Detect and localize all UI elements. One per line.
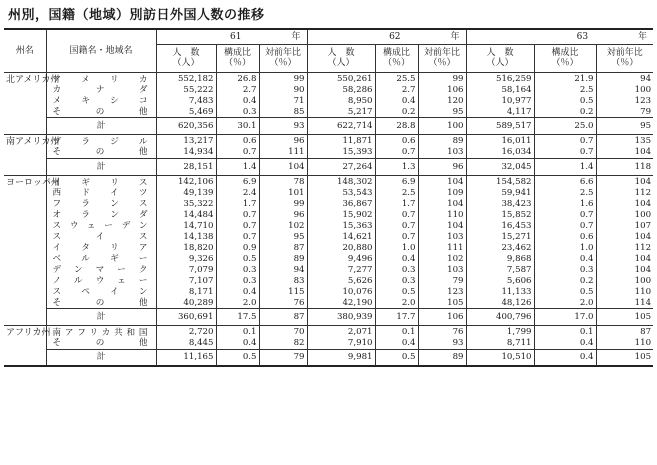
cell-value: 104 <box>418 199 466 210</box>
cell-value: 103 <box>418 265 466 276</box>
cell-value: 7,483 <box>156 96 216 107</box>
cell-value: 14,138 <box>156 232 216 243</box>
total-value: 1.3 <box>375 158 418 175</box>
cell-value: 82 <box>259 338 307 349</box>
cell-value: 11,133 <box>466 287 534 298</box>
country-name: その他 <box>46 107 156 118</box>
cell-value: 58,164 <box>466 85 534 96</box>
cell-value: 0.3 <box>216 265 259 276</box>
cell-value: 0.4 <box>375 338 418 349</box>
cell-value: 2.0 <box>375 298 418 309</box>
country-name: 西ドイツ <box>46 188 156 199</box>
cell-value: 14,621 <box>307 232 375 243</box>
total-value: 380,939 <box>307 309 375 326</box>
cell-value: 15,271 <box>466 232 534 243</box>
total-value: 105 <box>596 349 653 366</box>
header-yoy-62: 対前年比 （％） <box>418 44 466 72</box>
total-label: 計 <box>46 158 156 175</box>
cell-value: 112 <box>596 188 653 199</box>
table-row <box>4 107 653 118</box>
table-row <box>4 326 653 339</box>
cell-value: 7,107 <box>156 276 216 287</box>
cell-value: 110 <box>596 338 653 349</box>
cell-value: 107 <box>596 221 653 232</box>
cell-value: 7,587 <box>466 265 534 276</box>
cell-value: 99 <box>259 199 307 210</box>
cell-value: 0.4 <box>375 254 418 265</box>
header-persons-61: 人 数 （人） <box>156 44 216 72</box>
country-name: 南アフリカ共和国 <box>46 326 156 339</box>
cell-value: 0.4 <box>216 287 259 298</box>
total-row <box>4 349 653 366</box>
cell-value: 14,484 <box>156 210 216 221</box>
cell-value: 0.5 <box>216 254 259 265</box>
cell-value: 112 <box>596 243 653 254</box>
cell-value: 0.7 <box>375 232 418 243</box>
cell-value: 16,034 <box>466 147 534 158</box>
table-row <box>4 254 653 265</box>
table-row <box>4 287 653 298</box>
cell-value: 6.9 <box>375 175 418 188</box>
region-name: 南アメリカ州 <box>4 135 46 176</box>
cell-value: 0.4 <box>375 96 418 107</box>
total-value: 1.4 <box>534 158 596 175</box>
table-row <box>4 85 653 96</box>
total-value: 95 <box>596 118 653 135</box>
cell-value: 0.4 <box>534 338 596 349</box>
cell-value: 104 <box>596 175 653 188</box>
cell-value: 2.5 <box>534 188 596 199</box>
cell-value: 15,393 <box>307 147 375 158</box>
total-label: 計 <box>46 118 156 135</box>
cell-value: 101 <box>259 188 307 199</box>
cell-value: 0.5 <box>375 287 418 298</box>
cell-value: 76 <box>418 326 466 339</box>
total-value: 89 <box>418 349 466 366</box>
cell-value: 552,182 <box>156 72 216 85</box>
total-value: 17.0 <box>534 309 596 326</box>
cell-value: 85 <box>259 107 307 118</box>
cell-value: 26.8 <box>216 72 259 85</box>
cell-value: 59,941 <box>466 188 534 199</box>
total-value: 11,165 <box>156 349 216 366</box>
cell-value: 103 <box>418 232 466 243</box>
cell-value: 10,977 <box>466 96 534 107</box>
cell-value: 15,363 <box>307 221 375 232</box>
table-row <box>4 276 653 287</box>
cell-value: 0.4 <box>216 96 259 107</box>
cell-value: 1.6 <box>534 199 596 210</box>
cell-value: 115 <box>259 287 307 298</box>
cell-value: 87 <box>259 243 307 254</box>
cell-value: 5,626 <box>307 276 375 287</box>
country-name: スイス <box>46 232 156 243</box>
total-value: 17.5 <box>216 309 259 326</box>
cell-value: 123 <box>596 96 653 107</box>
cell-value: 0.7 <box>534 210 596 221</box>
total-value: 30.1 <box>216 118 259 135</box>
cell-value: 0.7 <box>375 147 418 158</box>
cell-value: 100 <box>596 210 653 221</box>
total-value: 28.8 <box>375 118 418 135</box>
cell-value: 79 <box>418 276 466 287</box>
cell-value: 38,423 <box>466 199 534 210</box>
header-persons-63: 人 数 （人） <box>466 44 534 72</box>
cell-value: 0.7 <box>534 147 596 158</box>
cell-value: 0.3 <box>216 276 259 287</box>
cell-value: 6.6 <box>534 175 596 188</box>
cell-value: 70 <box>259 326 307 339</box>
cell-value: 102 <box>418 254 466 265</box>
header-year-61: 61 年 <box>156 29 307 44</box>
cell-value: 102 <box>259 221 307 232</box>
total-row <box>4 309 653 326</box>
cell-value: 99 <box>259 72 307 85</box>
cell-value: 76 <box>259 298 307 309</box>
cell-value: 1.7 <box>375 199 418 210</box>
country-name: アメリカ <box>46 72 156 85</box>
cell-value: 142,106 <box>156 175 216 188</box>
total-value: 79 <box>259 349 307 366</box>
cell-value: 2,071 <box>307 326 375 339</box>
total-value: 25.0 <box>534 118 596 135</box>
cell-value: 83 <box>259 276 307 287</box>
cell-value: 5,469 <box>156 107 216 118</box>
cell-value: 110 <box>596 287 653 298</box>
country-name: イタリア <box>46 243 156 254</box>
country-name: スウェーデン <box>46 221 156 232</box>
region-name: 北アメリカ州 <box>4 72 46 135</box>
total-label: 計 <box>46 309 156 326</box>
cell-value: 104 <box>596 147 653 158</box>
cell-value: 9,496 <box>307 254 375 265</box>
table-row <box>4 232 653 243</box>
cell-value: 2.7 <box>216 85 259 96</box>
total-value: 0.4 <box>534 349 596 366</box>
total-value: 93 <box>259 118 307 135</box>
cell-value: 94 <box>596 72 653 85</box>
table-row <box>4 175 653 188</box>
country-name: イギリス <box>46 175 156 188</box>
cell-value: 1.0 <box>534 243 596 254</box>
cell-value: 23,462 <box>466 243 534 254</box>
cell-value: 15,902 <box>307 210 375 221</box>
cell-value: 0.3 <box>375 276 418 287</box>
cell-value: 89 <box>418 135 466 148</box>
cell-value: 0.2 <box>534 276 596 287</box>
header-yoy-63: 対前年比 （％） <box>596 44 653 72</box>
cell-value: 7,277 <box>307 265 375 276</box>
cell-value: 0.3 <box>216 107 259 118</box>
cell-value: 35,322 <box>156 199 216 210</box>
cell-value: 5,606 <box>466 276 534 287</box>
table-row <box>4 338 653 349</box>
cell-value: 0.6 <box>216 135 259 148</box>
cell-value: 18,820 <box>156 243 216 254</box>
cell-value: 49,139 <box>156 188 216 199</box>
cell-value: 5,217 <box>307 107 375 118</box>
cell-value: 8,445 <box>156 338 216 349</box>
cell-value: 2.5 <box>375 188 418 199</box>
cell-value: 6.9 <box>216 175 259 188</box>
cell-value: 87 <box>596 326 653 339</box>
cell-value: 2.5 <box>534 85 596 96</box>
cell-value: 90 <box>259 85 307 96</box>
cell-value: 48,126 <box>466 298 534 309</box>
cell-value: 53,543 <box>307 188 375 199</box>
total-value: 105 <box>596 309 653 326</box>
cell-value: 89 <box>259 254 307 265</box>
cell-value: 7,079 <box>156 265 216 276</box>
country-name: スペイン <box>46 287 156 298</box>
cell-value: 9,326 <box>156 254 216 265</box>
cell-value: 15,852 <box>466 210 534 221</box>
total-row <box>4 118 653 135</box>
country-name: その他 <box>46 147 156 158</box>
region-name: ヨーロッパ州 <box>4 175 46 326</box>
cell-value: 0.7 <box>216 221 259 232</box>
country-name: オランダ <box>46 210 156 221</box>
header-year-62: 62 年 <box>307 29 466 44</box>
cell-value: 0.4 <box>534 254 596 265</box>
country-name: ブラジル <box>46 135 156 148</box>
total-value: 28,151 <box>156 158 216 175</box>
cell-value: 0.1 <box>534 326 596 339</box>
table-row <box>4 72 653 85</box>
cell-value: 104 <box>418 175 466 188</box>
total-value: 9,981 <box>307 349 375 366</box>
cell-value: 94 <box>259 265 307 276</box>
header-country: 国籍名・地域名 <box>46 29 156 72</box>
cell-value: 0.2 <box>375 107 418 118</box>
cell-value: 104 <box>596 199 653 210</box>
cell-value: 2,720 <box>156 326 216 339</box>
cell-value: 13,217 <box>156 135 216 148</box>
cell-value: 0.9 <box>216 243 259 254</box>
cell-value: 55,222 <box>156 85 216 96</box>
cell-value: 58,286 <box>307 85 375 96</box>
total-value: 622,714 <box>307 118 375 135</box>
cell-value: 104 <box>596 265 653 276</box>
country-name: カナダ <box>46 85 156 96</box>
cell-value: 20,880 <box>307 243 375 254</box>
cell-value: 154,582 <box>466 175 534 188</box>
header-persons-62: 人 数 （人） <box>307 44 375 72</box>
cell-value: 0.6 <box>534 232 596 243</box>
cell-value: 110 <box>418 210 466 221</box>
cell-value: 111 <box>418 243 466 254</box>
cell-value: 1.7 <box>216 199 259 210</box>
cell-value: 0.3 <box>375 265 418 276</box>
table-body <box>4 72 653 366</box>
total-value: 620,356 <box>156 118 216 135</box>
total-label: 計 <box>46 349 156 366</box>
header-share-61: 構成比 （％） <box>216 44 259 72</box>
total-value: 100 <box>418 118 466 135</box>
cell-value: 2.0 <box>534 298 596 309</box>
total-value: 104 <box>259 158 307 175</box>
table-row <box>4 135 653 148</box>
page-title: 州別，国籍（地域）別訪日外国人数の推移 <box>8 8 265 23</box>
cell-value: 2.4 <box>216 188 259 199</box>
cell-value: 0.7 <box>375 210 418 221</box>
country-name: ベルギー <box>46 254 156 265</box>
cell-value: 0.5 <box>534 287 596 298</box>
cell-value: 71 <box>259 96 307 107</box>
header-row-years <box>4 29 653 44</box>
cell-value: 103 <box>418 147 466 158</box>
cell-value: 104 <box>418 221 466 232</box>
cell-value: 0.2 <box>534 107 596 118</box>
cell-value: 0.7 <box>534 221 596 232</box>
cell-value: 100 <box>596 85 653 96</box>
table-row <box>4 243 653 254</box>
cell-value: 10,076 <box>307 287 375 298</box>
header-yoy-61: 対前年比 （％） <box>259 44 307 72</box>
cell-value: 95 <box>418 107 466 118</box>
header-share-63: 構成比 （％） <box>534 44 596 72</box>
country-name: デンマーク <box>46 265 156 276</box>
cell-value: 9,868 <box>466 254 534 265</box>
cell-value: 0.4 <box>216 338 259 349</box>
cell-value: 4,117 <box>466 107 534 118</box>
cell-value: 111 <box>259 147 307 158</box>
cell-value: 0.3 <box>534 265 596 276</box>
cell-value: 96 <box>259 135 307 148</box>
table-row <box>4 221 653 232</box>
cell-value: 79 <box>596 107 653 118</box>
total-value: 96 <box>418 158 466 175</box>
table-row <box>4 188 653 199</box>
cell-value: 114 <box>596 298 653 309</box>
header-region: 州名 <box>4 29 46 72</box>
table-row <box>4 96 653 107</box>
cell-value: 36,867 <box>307 199 375 210</box>
total-value: 10,510 <box>466 349 534 366</box>
cell-value: 0.7 <box>216 210 259 221</box>
total-value: 87 <box>259 309 307 326</box>
cell-value: 78 <box>259 175 307 188</box>
cell-value: 148,302 <box>307 175 375 188</box>
cell-value: 0.6 <box>375 135 418 148</box>
total-value: 118 <box>596 158 653 175</box>
table-row <box>4 265 653 276</box>
total-value: 17.7 <box>375 309 418 326</box>
total-value: 589,517 <box>466 118 534 135</box>
header-year-63: 63 年 <box>466 29 653 44</box>
cell-value: 0.7 <box>375 221 418 232</box>
cell-value: 16,011 <box>466 135 534 148</box>
cell-value: 14,710 <box>156 221 216 232</box>
cell-value: 135 <box>596 135 653 148</box>
cell-value: 99 <box>418 72 466 85</box>
country-name: その他 <box>46 298 156 309</box>
cell-value: 0.7 <box>534 135 596 148</box>
region-name: アフリカ州 <box>4 326 46 367</box>
cell-value: 93 <box>418 338 466 349</box>
cell-value: 0.1 <box>216 326 259 339</box>
cell-value: 109 <box>418 188 466 199</box>
cell-value: 25.5 <box>375 72 418 85</box>
cell-value: 550,261 <box>307 72 375 85</box>
cell-value: 0.5 <box>534 96 596 107</box>
table-row <box>4 298 653 309</box>
cell-value: 1,799 <box>466 326 534 339</box>
cell-value: 8,171 <box>156 287 216 298</box>
total-value: 0.5 <box>216 349 259 366</box>
cell-value: 105 <box>418 298 466 309</box>
cell-value: 16,453 <box>466 221 534 232</box>
cell-value: 1.0 <box>375 243 418 254</box>
total-value: 32,045 <box>466 158 534 175</box>
cell-value: 104 <box>596 254 653 265</box>
total-value: 0.5 <box>375 349 418 366</box>
table-row <box>4 210 653 221</box>
cell-value: 106 <box>418 85 466 96</box>
table-row <box>4 147 653 158</box>
total-value: 360,691 <box>156 309 216 326</box>
total-value: 400,796 <box>466 309 534 326</box>
cell-value: 8,950 <box>307 96 375 107</box>
total-value: 27,264 <box>307 158 375 175</box>
cell-value: 123 <box>418 287 466 298</box>
visitor-table <box>4 28 653 367</box>
cell-value: 7,910 <box>307 338 375 349</box>
cell-value: 14,934 <box>156 147 216 158</box>
cell-value: 100 <box>596 276 653 287</box>
cell-value: 0.1 <box>375 326 418 339</box>
total-value: 106 <box>418 309 466 326</box>
cell-value: 95 <box>259 232 307 243</box>
cell-value: 40,289 <box>156 298 216 309</box>
header-share-62: 構成比 （％） <box>375 44 418 72</box>
country-name: その他 <box>46 338 156 349</box>
cell-value: 21.9 <box>534 72 596 85</box>
country-name: メキシコ <box>46 96 156 107</box>
cell-value: 42,190 <box>307 298 375 309</box>
cell-value: 0.7 <box>216 232 259 243</box>
cell-value: 120 <box>418 96 466 107</box>
cell-value: 2.0 <box>216 298 259 309</box>
total-value: 1.4 <box>216 158 259 175</box>
cell-value: 2.7 <box>375 85 418 96</box>
cell-value: 0.7 <box>216 147 259 158</box>
total-row <box>4 158 653 175</box>
cell-value: 516,259 <box>466 72 534 85</box>
country-name: ノルウェー <box>46 276 156 287</box>
cell-value: 104 <box>596 232 653 243</box>
table-row <box>4 199 653 210</box>
cell-value: 96 <box>259 210 307 221</box>
country-name: フランス <box>46 199 156 210</box>
cell-value: 11,871 <box>307 135 375 148</box>
cell-value: 8,711 <box>466 338 534 349</box>
